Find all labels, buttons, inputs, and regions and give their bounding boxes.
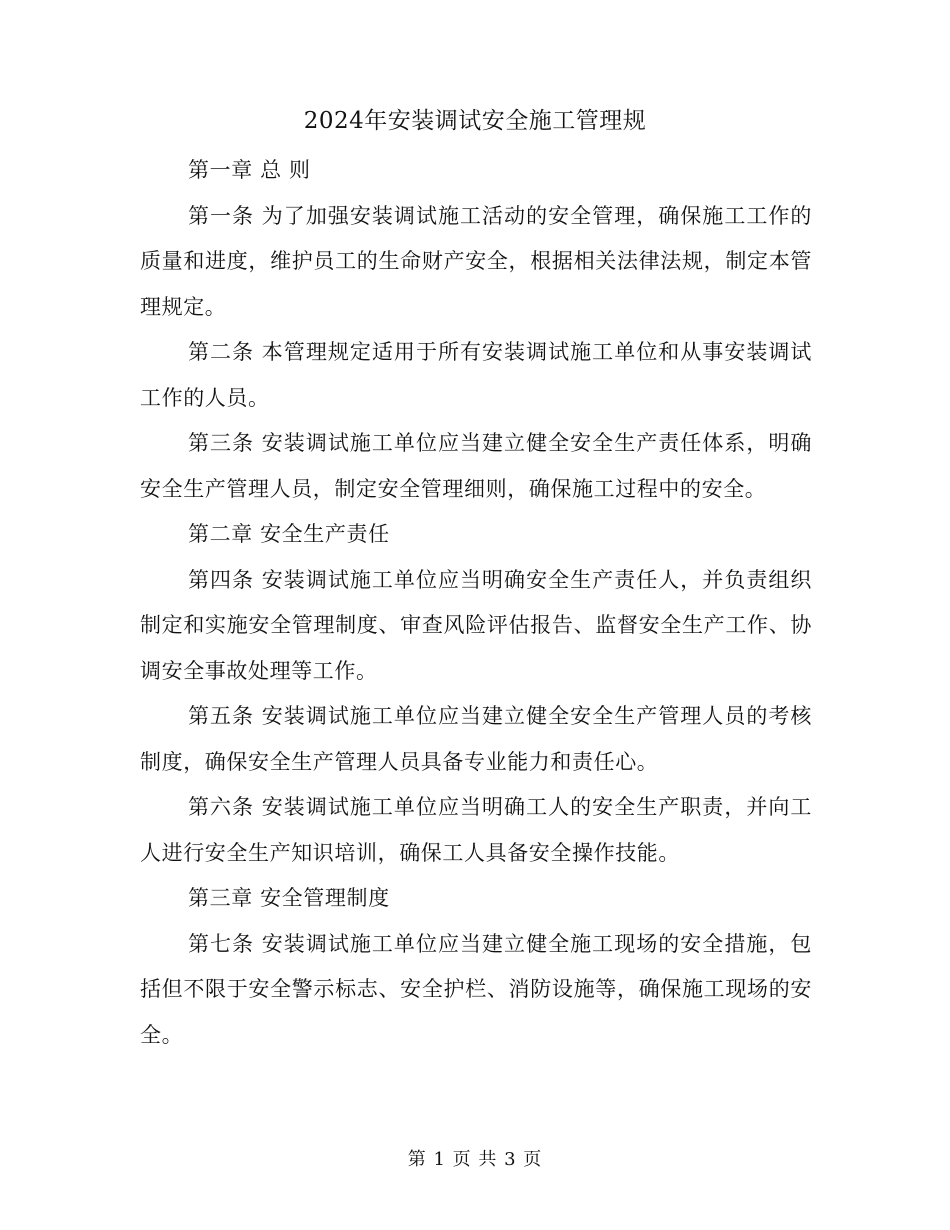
chapter-heading: 第二章 安全生产责任 (188, 522, 390, 546)
document-body (140, 148, 812, 1058)
article-paragraph: 第六条 安装调试施工单位应当明确工人的安全生产职责，并向工人进行安全生产知识培训，确保工人具备安全操作技能。 (140, 795, 812, 865)
article-paragraph: 第五条 安装调试施工单位应当建立健全安全生产管理人员的考核制度，确保安全生产管理人员具备专业能力和责任心。 (140, 704, 812, 774)
article-paragraph: 第三条 安装调试施工单位应当建立健全安全生产责任体系，明确安全生产管理人员，制定安全管理细则，确保施工过程中的安全。 (140, 431, 812, 501)
document-title: 2024年安装调试安全施工管理规 (303, 108, 647, 134)
chapter-heading: 第三章 安全管理制度 (188, 886, 390, 910)
article-paragraph: 第四条 安装调试施工单位应当明确安全生产责任人，并负责组织制定和实施安全管理制度、审查风险评估报告、监督安全生产工作、协调安全事故处理等工作。 (140, 567, 812, 683)
article-paragraph: 第七条 安装调试施工单位应当建立健全施工现场的安全措施，包括但不限于安全警示标志、安全护栏、消防设施等，确保施工现场的安全。 (140, 931, 812, 1047)
page-number-footer: 第 1 页 共 3 页 (407, 1149, 543, 1170)
chapter-heading: 第一章 总 则 (188, 158, 311, 182)
article-paragraph: 第一条 为了加强安装调试施工活动的安全管理，确保施工工作的质量和进度，维护员工的生命财产安全，根据相关法律法规，制定本管理规定。 (140, 203, 812, 319)
article-paragraph: 第二条 本管理规定适用于所有安装调试施工单位和从事安装调试工作的人员。 (140, 340, 812, 410)
